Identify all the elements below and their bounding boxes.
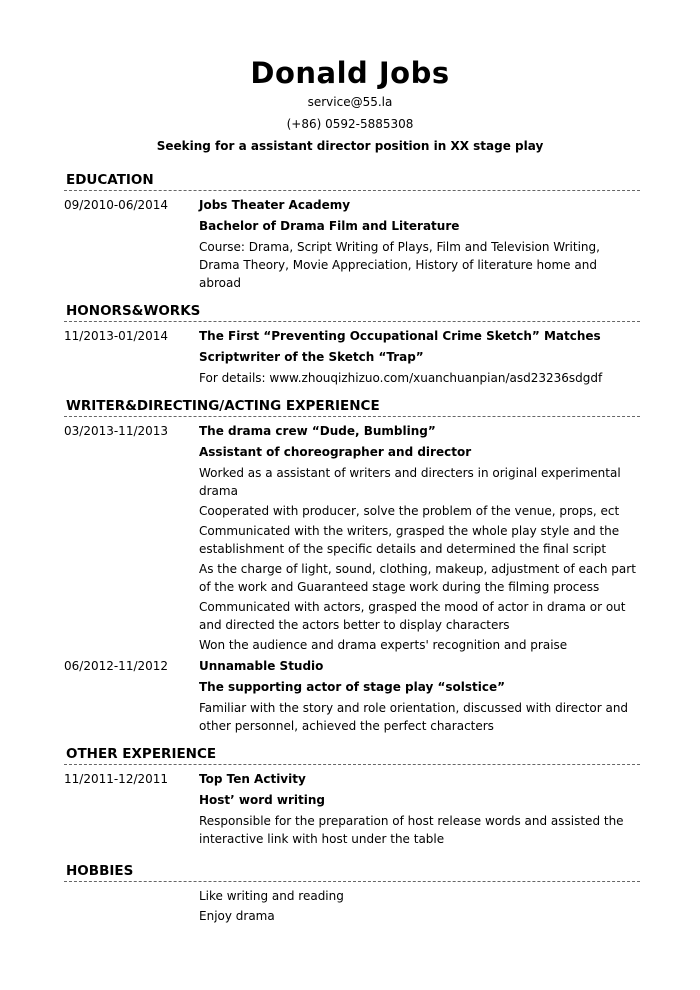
- experience-org: Unnamable Studio: [199, 659, 324, 673]
- degree: Bachelor of Drama Film and Literature: [199, 219, 460, 233]
- experience-item: As the charge of light, sound, clothing, makeup, adjustment of each part of the work and Guaranteed stage work during the filming process: [199, 562, 636, 594]
- experience-item: Won the audience and drama experts' recognition and praise: [199, 638, 568, 652]
- entry-date: 11/2011-12/2011: [64, 772, 169, 786]
- section-title-experience: WRITER&DIRECTING/ACTING EXPERIENCE: [64, 397, 640, 417]
- section-title-other: OTHER EXPERIENCE: [64, 745, 640, 765]
- section-title-hobbies: HOBBIES: [64, 862, 640, 882]
- experience-role: Assistant of choreographer and director: [199, 445, 472, 459]
- experience-section: [64, 397, 640, 737]
- hobby-item: Enjoy drama: [199, 909, 275, 923]
- hobbies-entry: [64, 886, 640, 927]
- school-name: Jobs Theater Academy: [199, 198, 351, 212]
- experience-entry: [64, 421, 640, 656]
- resume-header: [0, 0, 700, 156]
- objective: Seeking for a assistant director position in XX stage play: [156, 139, 544, 153]
- section-title-education: EDUCATION: [64, 171, 640, 191]
- honor-event: The First “Preventing Occupational Crime Sketch” Matches: [199, 329, 601, 343]
- phone: (+86) 0592-5885308: [286, 117, 414, 131]
- section-title-honors: HONORS&WORKS: [64, 302, 640, 322]
- entry-date: 09/2010-06/2014: [64, 198, 169, 212]
- experience-org: The drama crew “Dude, Bumbling”: [199, 424, 436, 438]
- honors-section: [64, 302, 640, 389]
- honor-role: Scriptwriter of the Sketch “Trap”: [199, 350, 424, 364]
- experience-item: Familiar with the story and role orientation, discussed with director and other personnel, achieved the perfect characters: [199, 701, 629, 733]
- experience-entry: [64, 656, 640, 737]
- experience-item: Communicated with actors, grasped the mood of actor in drama or out and directed the actors better to display characters: [199, 600, 626, 632]
- other-role: Host’ word writing: [199, 793, 326, 807]
- other-desc: Responsible for the preparation of host release words and assisted the interactive link with host under the table: [199, 814, 624, 846]
- candidate-name: Donald Jobs: [250, 56, 450, 90]
- email: service@55.la: [307, 95, 393, 109]
- honor-details: For details: www.zhouqizhizuo.com/xuanchuanpian/asd23236sdgdf: [199, 371, 603, 385]
- education-entry: [64, 195, 640, 294]
- entry-date: 11/2013-01/2014: [64, 329, 169, 343]
- entry-date-empty: [64, 886, 199, 927]
- other-org: Top Ten Activity: [199, 772, 306, 786]
- other-entry: [64, 769, 640, 850]
- hobbies-section: [64, 862, 640, 927]
- hobby-item: Like writing and reading: [199, 889, 344, 903]
- entry-date: 03/2013-11/2013: [64, 424, 169, 438]
- other-experience-section: [64, 745, 640, 850]
- entry-date: 06/2012-11/2012: [64, 659, 169, 673]
- experience-item: Communicated with the writers, grasped the whole play style and the establishment of the specific details and determined the final script: [199, 524, 620, 556]
- experience-item: Cooperated with producer, solve the problem of the venue, props, ect: [199, 504, 620, 518]
- experience-role: The supporting actor of stage play “solstice”: [199, 680, 505, 694]
- experience-item: Worked as a assistant of writers and directers in original experimental drama: [199, 466, 621, 498]
- education-section: [64, 171, 640, 294]
- honors-entry: [64, 326, 640, 389]
- course-list: Course: Drama, Script Writing of Plays, Film and Television Writing, Drama Theory, Movie Appreciation, History of literature home and abroad: [199, 240, 600, 290]
